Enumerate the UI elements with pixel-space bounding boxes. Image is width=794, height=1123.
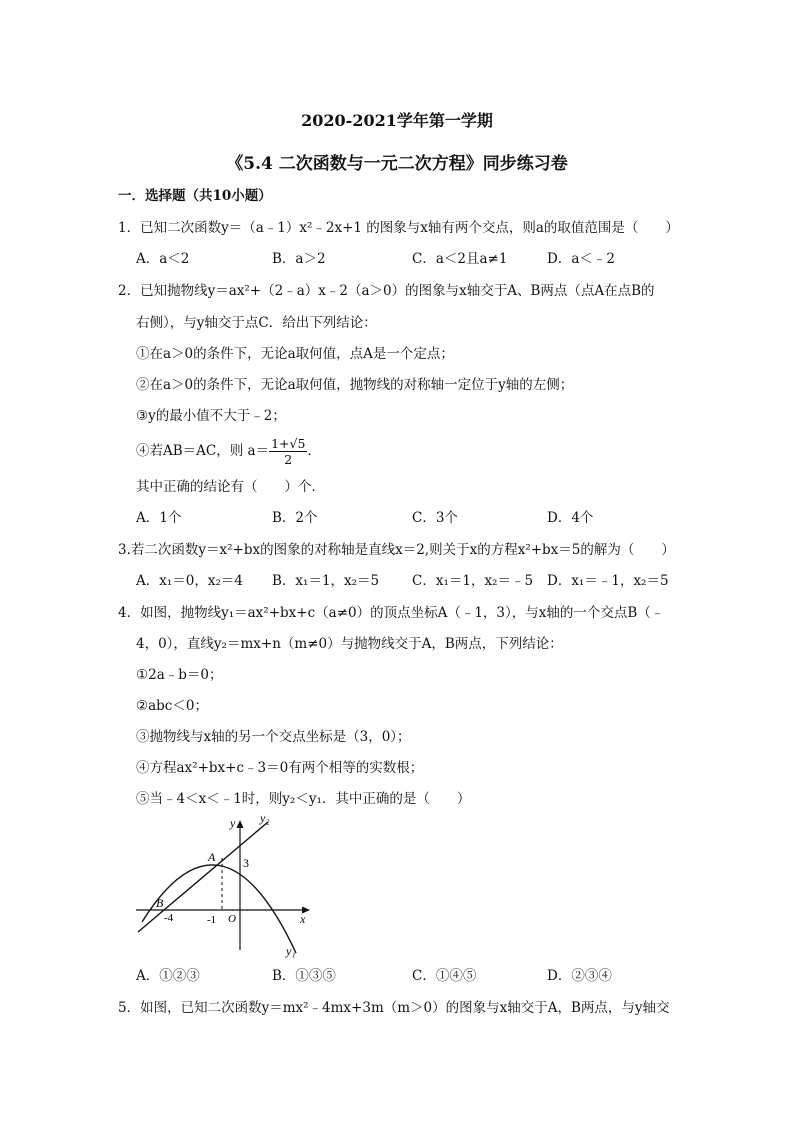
golden-ratio-fraction	[269, 436, 307, 467]
fraction-denominator: 2	[284, 452, 293, 467]
y-axis-arrow	[237, 820, 244, 828]
tick-label-neg1: -1	[207, 914, 217, 926]
q4-stem-line1: 4．如图，抛物线y₁＝ax²+bx+c（a≠0）的顶点坐标A（﹣1，3），与x轴的一个交点B（﹣	[118, 605, 665, 621]
q2-option-b: B．2个	[272, 510, 318, 526]
q3-stem: 3.若二次函数y＝x²+bx的图象的对称轴是直线x＝2,则关于x的方程x²+bx＝5的解为（ ）	[118, 542, 675, 558]
q4-statement-4: ④方程ax²+bx+c﹣3＝0有两个相等的实数根；	[136, 760, 424, 776]
q2-statement-4-end: ．	[307, 443, 321, 459]
fraction-numerator: 1+√5	[271, 436, 306, 451]
tick-label-neg4: -4	[164, 912, 174, 924]
line-y2	[138, 822, 268, 932]
q4-option-a: A．①②③	[136, 968, 200, 984]
y1-label: y₁	[286, 944, 296, 958]
q1-option-c: C．a＜2且a≠1	[412, 251, 508, 267]
q4-statement-3: ③抛物线与x轴的另一个交点坐标是（3，0）；	[136, 729, 411, 745]
q4-statement-2: ②abc＜0；	[136, 698, 208, 714]
q2-statement-1: ①在a＞0的条件下，无论a取何值，点A是一个定点；	[136, 346, 454, 362]
q4-option-c: C．①④⑤	[412, 968, 477, 984]
q2-statement-4	[136, 436, 321, 467]
q1-stem: 1．已知二次函数y＝（a﹣1）x²﹣2x+1 的图象与x轴有两个交点，则a的取值范围是（ ）	[118, 220, 679, 236]
q4-option-b: B．①③⑤	[272, 968, 336, 984]
q4-statement-1: ①2a﹣b＝0；	[136, 667, 223, 683]
worksheet-title: 《5.4 二次函数与一元二次方程》同步练习卷	[226, 154, 568, 174]
y-axis-label: y	[230, 816, 236, 830]
q1-option-b: B．a＞2	[272, 251, 326, 267]
q2-option-d: D．4个	[547, 510, 594, 526]
term-heading: 2020-2021学年第一学期	[301, 111, 493, 130]
parabola-line-figure	[130, 810, 320, 960]
q2-statement-4-text: ④若AB＝AC，则 a＝	[136, 443, 270, 459]
q3-option-d: D．x₁＝﹣1，x₂＝5	[547, 573, 669, 589]
point-b-label: B	[156, 896, 164, 910]
q2-question: 其中正确的结论有（ ）个．	[136, 479, 325, 495]
q2-statement-3: ③y的最小值不大于﹣2；	[136, 408, 286, 424]
x-axis-label: x	[300, 912, 306, 926]
q4-statement-5: ⑤当﹣4＜x＜﹣1时，则y₂＜y₁．其中正确的是（ ）	[136, 791, 471, 807]
q2-stem-line2: 右侧），与y轴交于点C．给出下列结论：	[136, 315, 377, 331]
section-heading: 一．选择题（共10小题）	[118, 188, 272, 204]
q1-option-a: A．a＜2	[136, 251, 190, 267]
q2-option-c: C．3个	[412, 510, 458, 526]
q3-option-c: C．x₁＝1，x₂＝﹣5	[412, 573, 534, 589]
q2-stem-line1: 2．已知抛物线y＝ax²+（2﹣a）x﹣2（a＞0）的图象与x轴交于A、B两点（点A在点B的	[118, 283, 655, 299]
tick-label-3: 3	[243, 856, 249, 870]
q4-option-d: D．②③④	[547, 968, 612, 984]
q4-stem-line2: 4，0），直线y₂＝mx+n（m≠0）与抛物线交于A，B两点，下列结论：	[136, 636, 563, 652]
q3-option-a: A．x₁＝0，x₂＝4	[136, 573, 243, 589]
y2-label: y₂	[260, 811, 270, 825]
point-a-label: A	[208, 850, 216, 864]
q2-option-a: A．1个	[136, 510, 182, 526]
q3-option-b: B．x₁＝1，x₂＝5	[272, 573, 380, 589]
q5-stem: 5．如图，已知二次函数y＝mx²﹣4mx+3m（m＞0）的图象与x轴交于A，B两点，与y轴交	[118, 1000, 670, 1016]
q2-statement-2: ②在a＞0的条件下，无论a取何值，抛物线的对称轴一定位于y轴的左侧；	[136, 377, 574, 393]
q1-option-d: D．a＜﹣2	[547, 251, 615, 267]
origin-label: O	[228, 913, 236, 925]
